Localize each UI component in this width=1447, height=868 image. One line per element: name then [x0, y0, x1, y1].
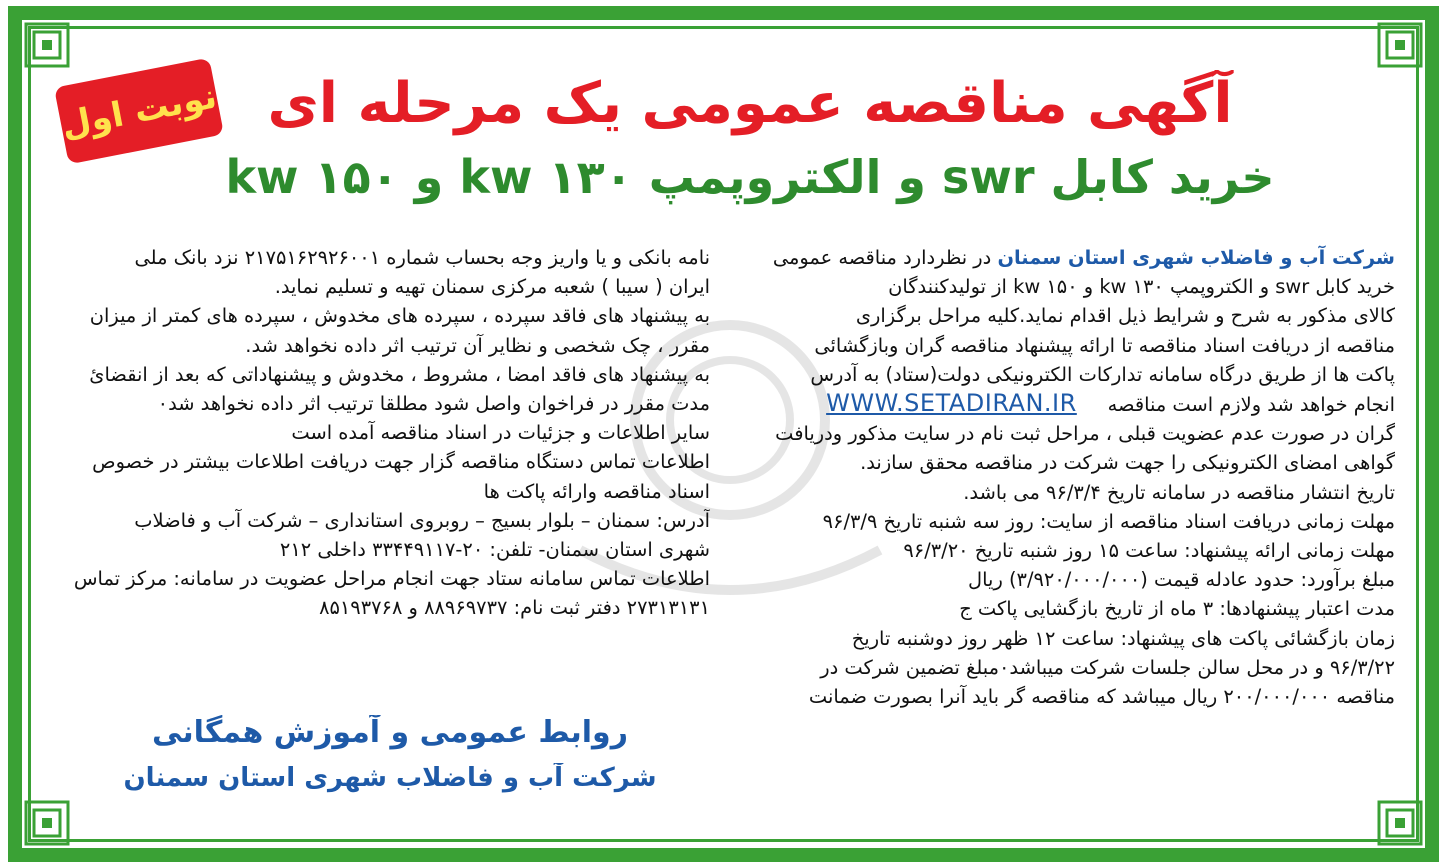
body-line: مهلت زمانی دریافت اسناد مناقصه از سایت: روز سه شنبه تاریخ ۹۶/۳/۹: [822, 509, 1395, 533]
footer-department: روابط عمومی و آموزش همگانی: [152, 715, 628, 750]
body-line: کالای مذکور به شرح و شرایط ذیل اقدام نماید.کلیه مراحل برگزاری: [855, 304, 1395, 328]
body-line: مقرر ، چک شخصی و نظایر آن ترتیب اثر داده نخواهد شد.: [245, 333, 710, 357]
body-line: مناقصه از دریافت اسناد مناقصه تا ارائه پیشنهاد مناقصه گران وبازگشائی: [814, 333, 1395, 357]
body-line: مناقصه ۲۰۰/۰۰۰/۰۰۰ ریال میباشد که مناقصه گر باید آنرا بصورت ضمانت: [808, 685, 1395, 709]
body-line: ایران ( سیبا ) شعبه مرکزی سمنان تهیه و تسلیم نماید.: [274, 275, 710, 299]
body-line: مدت اعتبار پیشنهادها: ۳ ماه از تاریخ بازگشایی پاکت ج: [959, 597, 1395, 621]
body-line-text: انجام خواهد شد ولازم است مناقصه: [1107, 393, 1395, 417]
body-line: شهری استان سمنان- تلفن: ۲۰-۳۳۴۴۹۱۱۷ داخلی ۲۱۲: [279, 538, 710, 562]
notice-title: آگهی مناقصه عمومی یک مرحله ای: [267, 71, 1233, 136]
url-line: [745, 389, 1395, 419]
body-line: زمان بازگشائی پاکت های پیشنهاد: ساعت ۱۲ ظهر روز دوشنبه تاریخ: [851, 626, 1395, 650]
body-line: تاریخ انتشار مناقصه در سامانه تاریخ ۹۶/۳/۴ می باشد.: [963, 480, 1395, 504]
body-line: مدت مقرر در فراخوان واصل شود مطلقا ترتیب اثر داده نخواهد شد٠: [157, 392, 710, 416]
body-line: اسناد مناقصه وارائه پاکت ها: [483, 479, 710, 503]
body-line: سایر اطلاعات و جزئیات در اسناد مناقصه آمده است: [291, 421, 710, 445]
corner-ornament-icon: [24, 800, 70, 846]
body-line: به پیشنهاد های فاقد سپرده ، سپرده های مخدوش ، سپرده های کمتر از میزان: [89, 304, 710, 328]
body-line: آدرس: سمنان – بلوار بسیج – روبروی استانداری – شرکت آب و فاضلاب: [134, 508, 710, 532]
footer-company: شرکت آب و فاضلاب شهری استان سمنان: [123, 763, 657, 793]
body-line: به پیشنهاد های فاقد امضا ، مشروط ، مخدوش و پیشنهاداتی که بعد از انقضائ: [89, 362, 710, 386]
corner-ornament-icon: [24, 22, 70, 68]
body-line: پاکت ها از طریق درگاه سامانه تدارکات الکترونیکی دولت(ستاد) به آدرس: [810, 362, 1395, 386]
body-line: مهلت زمانی ارائه پیشنهاد: ساعت ۱۵ روز شنبه تاریخ ۹۶/۳/۲۰: [903, 539, 1395, 563]
setad-website-link[interactable]: WWW.SETADIRAN.IR: [826, 389, 1077, 418]
body-line: گران در صورت عدم عضویت قبلی ، مراحل ثبت نام در سایت مذکور ودریافت: [775, 422, 1395, 446]
company-name: شرکت آب و فاضلاب شهری استان سمنان: [997, 246, 1395, 269]
body-line: مبلغ برآورد: حدود عادله قیمت (۳/۹۲۰/۰۰۰/۰۰۰) ریال: [968, 568, 1395, 592]
body-line: ۹۶/۳/۲۲ و در محل سالن جلسات شرکت میباشد٠مبلغ تضمین شرکت در: [820, 655, 1395, 679]
body-line: گواهی امضای الکترونیکی را جهت شرکت در مناقصه محقق سازند.: [860, 451, 1395, 475]
corner-ornament-icon: [1377, 22, 1423, 68]
body-line: ۲۷۳۱۳۱۳۱ دفتر ثبت نام: ۸۸۹۶۹۷۳۷ و ۸۵۱۹۳۷۶۸: [319, 596, 710, 620]
body-line: خرید کابل swr و الکتروپمپ ۱۳۰ kw و ۱۵۰ kw از تولیدکنندگان: [888, 275, 1395, 299]
badge-text: نوبت اول: [58, 76, 220, 146]
body-line-rest: در نظردارد مناقصه عمومی: [772, 246, 998, 269]
left-column: [58, 243, 710, 623]
notice-subtitle: خرید کابل swr و الکتروپمپ ۱۳۰ kw و ۱۵۰ kw: [225, 150, 1275, 204]
body-line: [745, 243, 1395, 272]
body-line: اطلاعات تماس سامانه ستاد جهت انجام مراحل عضویت در سامانه: مرکز تماس: [73, 567, 710, 591]
body-line: اطلاعات تماس دستگاه مناقصه گزار جهت دریافت اطلاعات بیشتر در خصوص: [92, 450, 710, 474]
right-column: [745, 243, 1395, 711]
body-line: نامه بانکی و یا واریز وجه بحساب شماره ۲۱۷۵۱۶۲۹۲۶۰۰۱ نزد بانک ملی: [134, 246, 710, 269]
corner-ornament-icon: [1377, 800, 1423, 846]
